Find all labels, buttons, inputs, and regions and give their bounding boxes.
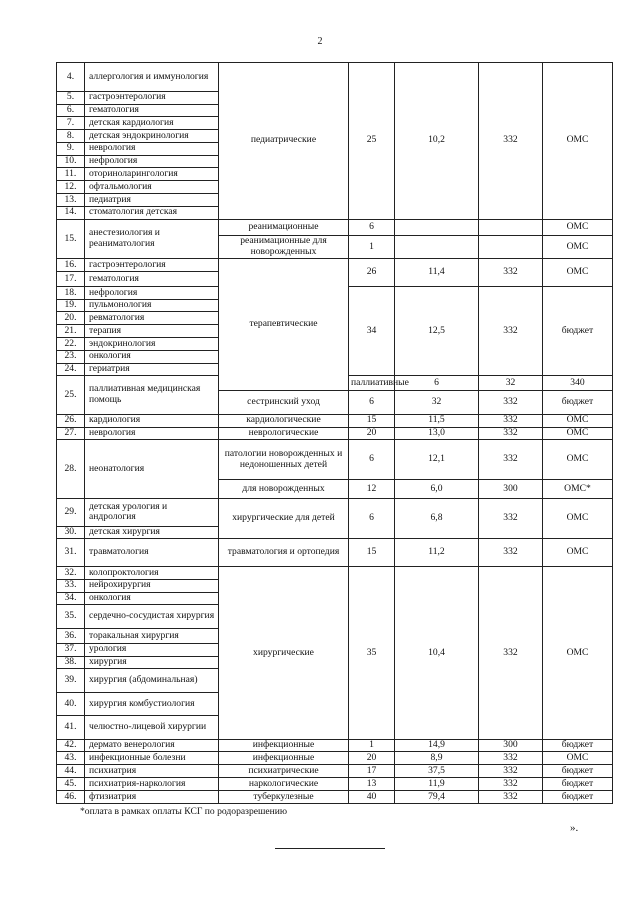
cell-funding: бюджет [543, 778, 613, 791]
cell-number: 7. [57, 117, 85, 130]
cell-specialty: эндокринология [85, 338, 219, 351]
cell-work-days: 332 [479, 765, 543, 778]
table-row [57, 414, 613, 427]
cell-funding: ОМС* [543, 479, 613, 498]
cell-specialty: офтальмология [85, 181, 219, 194]
cell-specialty: психиатрия-наркология [85, 778, 219, 791]
cell-specialty: ревматология [85, 312, 219, 325]
cell-avg-stay: 12,5 [395, 286, 479, 375]
cell-work-days: 32 [479, 376, 543, 391]
cell-number: 8. [57, 130, 85, 143]
cell-bed-count: 20 [349, 752, 395, 765]
cell-specialty: оториноларингология [85, 168, 219, 181]
cell-funding: ОМС [543, 567, 613, 740]
cell-funding: ОМС [543, 752, 613, 765]
table-row [57, 498, 613, 526]
cell-avg-stay: 6,8 [395, 498, 479, 538]
cell-work-days: 332 [479, 414, 543, 427]
cell-number: 21. [57, 325, 85, 338]
table-row [57, 427, 613, 440]
cell-number: 11. [57, 168, 85, 181]
cell-specialty: детская урология и андрология [85, 498, 219, 526]
cell-funding: ОМС [543, 259, 613, 287]
cell-specialty: психиатрия [85, 765, 219, 778]
cell-number: 36. [57, 628, 85, 643]
cell-number: 10. [57, 155, 85, 168]
cell-avg-stay: 11,5 [395, 414, 479, 427]
cell-specialty: нейрохирургия [85, 579, 219, 592]
cell-specialty: гематология [85, 104, 219, 117]
cell-number: 29. [57, 498, 85, 526]
cell-bed-count: 15 [349, 414, 395, 427]
cell-bed-count: 6 [349, 219, 395, 235]
cell-avg-stay: 10,2 [395, 63, 479, 220]
cell-avg-stay: 37,5 [395, 765, 479, 778]
cell-bed-count: 6 [349, 498, 395, 538]
cell-funding: ОМС [543, 539, 613, 567]
cell-number: 32. [57, 567, 85, 580]
cell-specialty: хирургия [85, 656, 219, 669]
cell-avg-stay: 6,0 [395, 479, 479, 498]
cell-bed-count: 6 [349, 440, 395, 479]
cell-specialty: неонатология [85, 440, 219, 499]
cell-bed-count: 26 [349, 259, 395, 287]
cell-bed-profile: реанимационные для новорожденных [219, 235, 349, 259]
cell-bed-count: паллиативные [349, 376, 395, 391]
cell-specialty: онкология [85, 350, 219, 363]
cell-number: 27. [57, 427, 85, 440]
cell-funding: бюджет [543, 790, 613, 803]
cell-number: 42. [57, 739, 85, 752]
cell-funding: бюджет [543, 739, 613, 752]
cell-bed-profile: патологии новорожденных и недоношенных детей [219, 440, 349, 479]
cell-avg-stay: 8,9 [395, 752, 479, 765]
cell-work-days: 332 [479, 539, 543, 567]
cell-number: 39. [57, 669, 85, 692]
cell-bed-profile: хирургические для детей [219, 498, 349, 538]
cell-bed-profile: психиатрические [219, 765, 349, 778]
closing-quote-mark: ». [570, 822, 579, 834]
cell-bed-profile: кардиологические [219, 414, 349, 427]
cell-work-days: 332 [479, 259, 543, 287]
cell-avg-stay: 79,4 [395, 790, 479, 803]
cell-number: 25. [57, 376, 85, 414]
cell-number: 24. [57, 363, 85, 376]
cell-specialty: нефрология [85, 286, 219, 299]
cell-specialty: инфекционные болезни [85, 752, 219, 765]
cell-bed-count: 25 [349, 63, 395, 220]
cell-avg-stay: 11,4 [395, 259, 479, 287]
cell-bed-count: 1 [349, 235, 395, 259]
cell-specialty: гастроэнтерология [85, 91, 219, 104]
cell-work-days [479, 235, 543, 259]
cell-specialty: хирургия комбустиология [85, 692, 219, 715]
cell-bed-profile: хирургические [219, 567, 349, 740]
cell-funding: ОМС [543, 414, 613, 427]
cell-number: 22. [57, 338, 85, 351]
cell-specialty: гериатрия [85, 363, 219, 376]
cell-number: 19. [57, 299, 85, 312]
cell-work-days: 300 [479, 479, 543, 498]
cell-bed-profile: инфекционные [219, 752, 349, 765]
cell-bed-count: 35 [349, 567, 395, 740]
cell-bed-profile: терапевтические [219, 259, 349, 391]
cell-bed-count: 6 [349, 391, 395, 414]
cell-avg-stay: 12,1 [395, 440, 479, 479]
cell-bed-profile: неврологические [219, 427, 349, 440]
cell-bed-count: 34 [349, 286, 395, 375]
cell-bed-profile: туберкулезные [219, 790, 349, 803]
cell-funding: 340 [543, 376, 613, 391]
cell-bed-profile: реанимационные [219, 219, 349, 235]
cell-avg-stay [395, 235, 479, 259]
cell-number: 20. [57, 312, 85, 325]
cell-specialty: кардиология [85, 414, 219, 427]
cell-number: 9. [57, 142, 85, 155]
page-number: 2 [317, 36, 323, 47]
table-row [57, 63, 613, 92]
cell-specialty: аллергология и иммунология [85, 63, 219, 92]
bottom-rule [275, 848, 385, 849]
table-row [57, 778, 613, 791]
cell-specialty: детская эндокринология [85, 130, 219, 143]
cell-number: 26. [57, 414, 85, 427]
cell-number: 18. [57, 286, 85, 299]
cell-number: 6. [57, 104, 85, 117]
cell-avg-stay: 13,0 [395, 427, 479, 440]
cell-avg-stay: 11,9 [395, 778, 479, 791]
table-row [57, 790, 613, 803]
cell-number: 14. [57, 206, 85, 219]
cell-specialty: хирургия (абдоминальная) [85, 669, 219, 692]
cell-specialty: пульмонология [85, 299, 219, 312]
cell-avg-stay: 11,2 [395, 539, 479, 567]
cell-avg-stay: 10,4 [395, 567, 479, 740]
cell-work-days: 332 [479, 567, 543, 740]
cell-funding: бюджет [543, 765, 613, 778]
cell-funding: ОМС [543, 219, 613, 235]
cell-bed-count: 13 [349, 778, 395, 791]
cell-bed-profile: травматология и ортопедия [219, 539, 349, 567]
table-row [57, 739, 613, 752]
cell-specialty: детская кардиология [85, 117, 219, 130]
cell-bed-count: 12 [349, 479, 395, 498]
cell-number: 45. [57, 778, 85, 791]
cell-bed-profile: инфекционные [219, 739, 349, 752]
cell-bed-count: 20 [349, 427, 395, 440]
cell-number: 33. [57, 579, 85, 592]
cell-number: 40. [57, 692, 85, 715]
cell-work-days: 332 [479, 391, 543, 414]
table-row [57, 567, 613, 580]
beds-table [56, 62, 613, 804]
cell-specialty: онкология [85, 592, 219, 605]
cell-bed-profile: для новорожденных [219, 479, 349, 498]
table-row [57, 259, 613, 272]
cell-number: 30. [57, 526, 85, 539]
cell-funding: ОМС [543, 440, 613, 479]
cell-number: 34. [57, 592, 85, 605]
cell-work-days: 332 [479, 286, 543, 375]
cell-specialty: дермато венерология [85, 739, 219, 752]
table-row [57, 219, 613, 235]
cell-bed-profile: сестринский уход [219, 391, 349, 414]
cell-number: 15. [57, 219, 85, 259]
cell-work-days [479, 219, 543, 235]
cell-specialty: торакальная хирургия [85, 628, 219, 643]
cell-number: 35. [57, 605, 85, 628]
cell-funding: ОМС [543, 498, 613, 538]
cell-avg-stay: 32 [395, 391, 479, 414]
cell-specialty: терапия [85, 325, 219, 338]
cell-number: 17. [57, 271, 85, 286]
cell-number: 23. [57, 350, 85, 363]
cell-number: 31. [57, 539, 85, 567]
cell-work-days: 332 [479, 752, 543, 765]
table-row [57, 539, 613, 567]
cell-specialty: урология [85, 643, 219, 656]
cell-specialty: паллиативная медицинская помощь [85, 376, 219, 414]
table-row [57, 765, 613, 778]
cell-specialty: сердечно-сосудистая хирургия [85, 605, 219, 628]
cell-funding: ОМС [543, 427, 613, 440]
cell-funding: бюджет [543, 286, 613, 375]
cell-specialty: гематология [85, 271, 219, 286]
cell-funding: ОМС [543, 235, 613, 259]
cell-number: 46. [57, 790, 85, 803]
cell-funding: ОМС [543, 63, 613, 220]
cell-work-days: 332 [479, 63, 543, 220]
cell-number: 4. [57, 63, 85, 92]
table-row [57, 752, 613, 765]
cell-number: 12. [57, 181, 85, 194]
cell-specialty: неврология [85, 142, 219, 155]
cell-bed-count: 40 [349, 790, 395, 803]
cell-work-days: 332 [479, 498, 543, 538]
cell-bed-count: 1 [349, 739, 395, 752]
cell-number: 5. [57, 91, 85, 104]
cell-work-days: 332 [479, 790, 543, 803]
cell-specialty: анестезиология и реаниматология [85, 219, 219, 259]
cell-specialty: фтизиатрия [85, 790, 219, 803]
cell-number: 38. [57, 656, 85, 669]
cell-number: 16. [57, 259, 85, 272]
table-row [57, 440, 613, 479]
cell-bed-profile: педиатрические [219, 63, 349, 220]
cell-work-days: 332 [479, 440, 543, 479]
cell-specialty: гастроэнтерология [85, 259, 219, 272]
cell-work-days: 332 [479, 427, 543, 440]
cell-avg-stay: 14,9 [395, 739, 479, 752]
cell-specialty: колопроктология [85, 567, 219, 580]
cell-avg-stay: 6 [395, 376, 479, 391]
cell-number: 44. [57, 765, 85, 778]
cell-avg-stay [395, 219, 479, 235]
cell-bed-profile: наркологические [219, 778, 349, 791]
cell-specialty: стоматология детская [85, 206, 219, 219]
cell-number: 37. [57, 643, 85, 656]
cell-bed-count: 15 [349, 539, 395, 567]
cell-number: 43. [57, 752, 85, 765]
cell-specialty: нефрология [85, 155, 219, 168]
cell-specialty: детская хирургия [85, 526, 219, 539]
cell-work-days: 300 [479, 739, 543, 752]
cell-specialty: неврология [85, 427, 219, 440]
cell-specialty: челюстно-лицевой хирургии [85, 716, 219, 739]
cell-funding: бюджет [543, 391, 613, 414]
footnote: *оплата в рамках оплаты КСГ по родоразрешению [80, 806, 288, 817]
cell-number: 13. [57, 194, 85, 207]
cell-specialty: педиатрия [85, 194, 219, 207]
cell-work-days: 332 [479, 778, 543, 791]
cell-number: 41. [57, 716, 85, 739]
cell-specialty: травматология [85, 539, 219, 567]
cell-number: 28. [57, 440, 85, 499]
cell-bed-count: 17 [349, 765, 395, 778]
